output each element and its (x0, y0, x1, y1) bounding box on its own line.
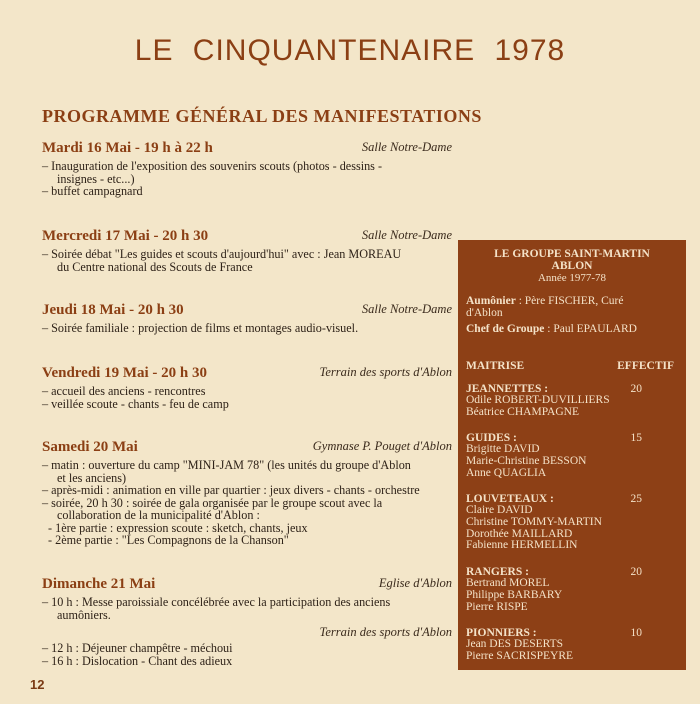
event-place: Salle Notre-Dame (361, 302, 452, 316)
event-line: – après-midi : animation en ville par quartier : jeux divers - chants - orchestre (42, 483, 420, 497)
group-name: PIONNIERS : (466, 627, 537, 639)
event-place: Gymnase P. Pouget d'Ablon (312, 439, 452, 453)
event-line: et les anciens) (57, 470, 127, 485)
group-member: Pierre SACRISPEYRE (466, 649, 574, 662)
group-panel (458, 240, 686, 670)
event-mardi (42, 140, 452, 198)
event-date: Dimanche 21 Mai (42, 576, 156, 592)
event-line: aumôniers. (57, 607, 111, 622)
event-line: insignes - etc...) (57, 171, 135, 186)
chef-label: Chef de Groupe (466, 323, 545, 335)
group-member: Anne QUAGLIA (466, 466, 547, 479)
group-member: Jean DES DESERTS (466, 638, 564, 650)
event-dimanche (42, 576, 452, 667)
event-date: Samedi 20 Mai (42, 439, 138, 455)
group-member: Béatrice CHAMPAGNE (466, 405, 579, 418)
aumonier-value-2: d'Ablon (466, 306, 503, 319)
panel-columns (466, 360, 678, 372)
event-date: Mardi 16 Mai - 19 h à 22 h (42, 140, 213, 156)
event-line: – soirée, 20 h 30 : soirée de gala organisée par le groupe scout avec la (42, 495, 383, 510)
event-date: Vendredi 19 Mai - 20 h 30 (42, 365, 208, 381)
group-name: LOUVETEAUX : (466, 493, 554, 505)
event-place: Salle Notre-Dame (361, 228, 452, 242)
event-line: – buffet campagnard (42, 184, 143, 198)
event-line: – 12 h : Déjeuner champêtre - méchoui (42, 641, 233, 655)
event-jeudi (42, 302, 452, 335)
group-count: 10 (630, 627, 642, 639)
group-member: Bertrand MOREL (466, 577, 550, 589)
group-pionniers (466, 627, 678, 663)
chef-value: : Paul EPAULARD (544, 323, 637, 335)
group-member: Claire DAVID (466, 504, 533, 516)
aumonier-value: : Père FISCHER, Curé (515, 295, 624, 307)
group-member: Christine TOMMY-MARTIN (466, 515, 602, 528)
group-member: Pierre RISPE (466, 600, 528, 613)
group-rangers (466, 566, 678, 613)
event-line: – Soirée familiale : projection de films et montages audio-visuel. (42, 321, 359, 335)
event-vendredi (42, 365, 452, 410)
event-line: collaboration de la municipalité d'Ablon : (57, 508, 260, 522)
panel-title: LE GROUPE SAINT-MARTIN (494, 248, 650, 260)
group-guides (466, 432, 678, 479)
group-member: Fabienne HERMELLIN (466, 539, 578, 552)
aumonier-row (466, 296, 678, 319)
event-line: – accueil des anciens - rencontres (42, 384, 206, 398)
page-number: 12 (30, 677, 45, 692)
event-place: Terrain des sports d'Ablon (319, 625, 452, 639)
group-member: Brigitte DAVID (466, 443, 540, 455)
group-member: Philippe BARBARY (466, 588, 563, 601)
col-effectif: EFFECTIF (617, 360, 674, 372)
panel-year: Année 1977-78 (537, 272, 607, 284)
group-count: 15 (630, 432, 642, 444)
event-place: Eglise d'Ablon (378, 576, 452, 590)
event-line: - 1ère partie : expression scoute : sketch, chants, jeux (48, 520, 308, 535)
event-line: – Inauguration de l'exposition des souvenirs scouts (photos - dessins - (42, 159, 383, 173)
group-name: RANGERS : (466, 566, 529, 578)
group-name: GUIDES : (466, 432, 517, 444)
group-jeannettes (466, 383, 678, 419)
event-line: - 2ème partie : "Les Compagnons de la Chanson" (48, 533, 289, 547)
event-line: – 10 h : Messe paroissiale concélébrée avec la participation des anciens (42, 595, 391, 609)
group-louveteaux (466, 493, 678, 552)
event-date: Mercredi 17 Mai - 20 h 30 (42, 228, 209, 244)
chef-row (466, 324, 678, 336)
col-maitrise: MAITRISE (466, 360, 525, 372)
page-title: LE CINQUANTENAIRE 1978 (134, 34, 566, 67)
event-line: – matin : ouverture du camp "MINI-JAM 78" (les unités du groupe d'Ablon (42, 458, 411, 472)
group-count: 20 (630, 566, 642, 578)
event-mercredi (42, 228, 452, 273)
group-name: JEANNETTES : (466, 383, 549, 395)
group-count: 25 (630, 493, 642, 505)
event-date: Jeudi 18 Mai - 20 h 30 (42, 302, 184, 318)
event-line: – Soirée débat "Les guides et scouts d'aujourd'hui" avec : Jean MOREAU (42, 247, 402, 261)
event-samedi (42, 439, 452, 547)
program-subtitle: PROGRAMME GÉNÉRAL DES MANIFESTATIONS (42, 106, 482, 126)
group-member: Odile ROBERT-DUVILLIERS (466, 394, 610, 406)
aumonier-label: Aumônier (466, 295, 516, 307)
event-line: – veillée scoute - chants - feu de camp (42, 396, 229, 411)
event-place: Terrain des sports d'Ablon (319, 365, 452, 379)
group-member: Marie-Christine BESSON (466, 454, 587, 467)
panel-subtitle: ABLON (551, 260, 593, 272)
event-place: Salle Notre-Dame (361, 140, 452, 154)
event-line: du Centre national des Scouts de France (57, 259, 253, 274)
event-line: – 16 h : Dislocation - Chant des adieux (42, 653, 233, 668)
group-member: Dorothée MAILLARD (466, 527, 573, 540)
group-count: 20 (630, 383, 642, 395)
